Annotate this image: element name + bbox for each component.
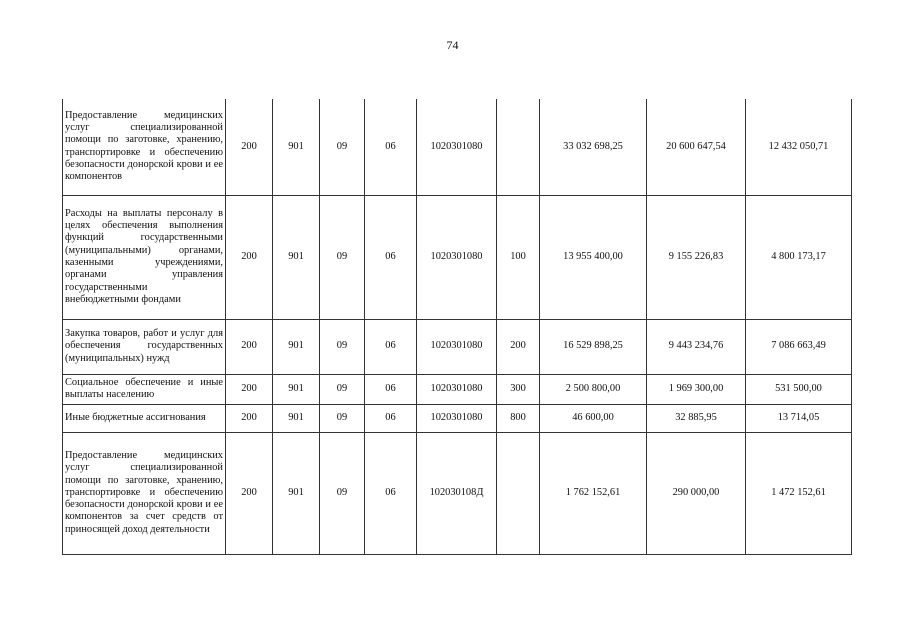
rz-cell: 09	[320, 195, 365, 319]
sum3-cell: 531 500,00	[746, 374, 852, 404]
sum3-cell: 1 472 152,61	[746, 432, 852, 554]
ved-cell: 901	[273, 374, 320, 404]
rz-cell: 09	[320, 99, 365, 195]
vr-cell: 200	[497, 319, 540, 374]
sum3-cell: 7 086 663,49	[746, 319, 852, 374]
ved-cell: 901	[273, 404, 320, 432]
table-row	[63, 374, 852, 404]
sum1-cell: 16 529 898,25	[540, 319, 647, 374]
pr-cell: 06	[365, 374, 417, 404]
sum2-cell: 9 443 234,76	[647, 319, 746, 374]
sum2-cell: 20 600 647,54	[647, 99, 746, 195]
grbs-cell: 200	[226, 319, 273, 374]
csr-cell: 102030108Д	[417, 432, 497, 554]
sum1-cell: 13 955 400,00	[540, 195, 647, 319]
vr-cell	[497, 99, 540, 195]
grbs-cell: 200	[226, 374, 273, 404]
sum3-cell: 12 432 050,71	[746, 99, 852, 195]
row-name: Закупка товаров, работ и услуг для обеспечения государственных (муниципальных) нужд	[63, 319, 226, 374]
csr-cell: 1020301080	[417, 319, 497, 374]
sum2-cell: 1 969 300,00	[647, 374, 746, 404]
vr-cell: 100	[497, 195, 540, 319]
pr-cell: 06	[365, 99, 417, 195]
csr-cell: 1020301080	[417, 195, 497, 319]
grbs-cell: 200	[226, 404, 273, 432]
ved-cell: 901	[273, 432, 320, 554]
vr-cell: 800	[497, 404, 540, 432]
sum1-cell: 46 600,00	[540, 404, 647, 432]
sum2-cell: 9 155 226,83	[647, 195, 746, 319]
vr-cell	[497, 432, 540, 554]
row-name: Предоставление медицинских услуг специализированной помощи по заготовке, хранению, транспортировке и обеспечению безопасности донорской крови и ее компонентов за счет средств от приносящей доход деятельности	[63, 432, 226, 554]
table-row	[63, 195, 852, 319]
sum2-cell: 32 885,95	[647, 404, 746, 432]
rz-cell: 09	[320, 404, 365, 432]
row-name: Иные бюджетные ассигнования	[63, 404, 226, 432]
row-name: Предоставление медицинских услуг специализированной помощи по заготовке, хранению, транспортировке и обеспечению безопасности донорской крови и ее компонентов	[63, 99, 226, 195]
grbs-cell: 200	[226, 432, 273, 554]
sum1-cell: 33 032 698,25	[540, 99, 647, 195]
pr-cell: 06	[365, 404, 417, 432]
rz-cell: 09	[320, 432, 365, 554]
table-row	[63, 404, 852, 432]
table-row	[63, 99, 852, 195]
ved-cell: 901	[273, 195, 320, 319]
sum3-cell: 13 714,05	[746, 404, 852, 432]
sum3-cell: 4 800 173,17	[746, 195, 852, 319]
pr-cell: 06	[365, 432, 417, 554]
pr-cell: 06	[365, 319, 417, 374]
table-row	[63, 432, 852, 554]
pr-cell: 06	[365, 195, 417, 319]
page-number: 74	[446, 38, 459, 52]
csr-cell: 1020301080	[417, 99, 497, 195]
rz-cell: 09	[320, 319, 365, 374]
vr-cell: 300	[497, 374, 540, 404]
sum1-cell: 2 500 800,00	[540, 374, 647, 404]
csr-cell: 1020301080	[417, 374, 497, 404]
budget-table	[62, 99, 852, 555]
rz-cell: 09	[320, 374, 365, 404]
grbs-cell: 200	[226, 99, 273, 195]
csr-cell: 1020301080	[417, 404, 497, 432]
grbs-cell: 200	[226, 195, 273, 319]
table-row	[63, 319, 852, 374]
ved-cell: 901	[273, 99, 320, 195]
ved-cell: 901	[273, 319, 320, 374]
sum1-cell: 1 762 152,61	[540, 432, 647, 554]
sum2-cell: 290 000,00	[647, 432, 746, 554]
row-name: Социальное обеспечение и иные выплаты населению	[63, 374, 226, 404]
row-name: Расходы на выплаты персоналу в целях обеспечения выполнения функций государственными (муниципальными) органами, казенными учреждениями, органами управления государственными внебюджетными фондами	[63, 195, 226, 319]
